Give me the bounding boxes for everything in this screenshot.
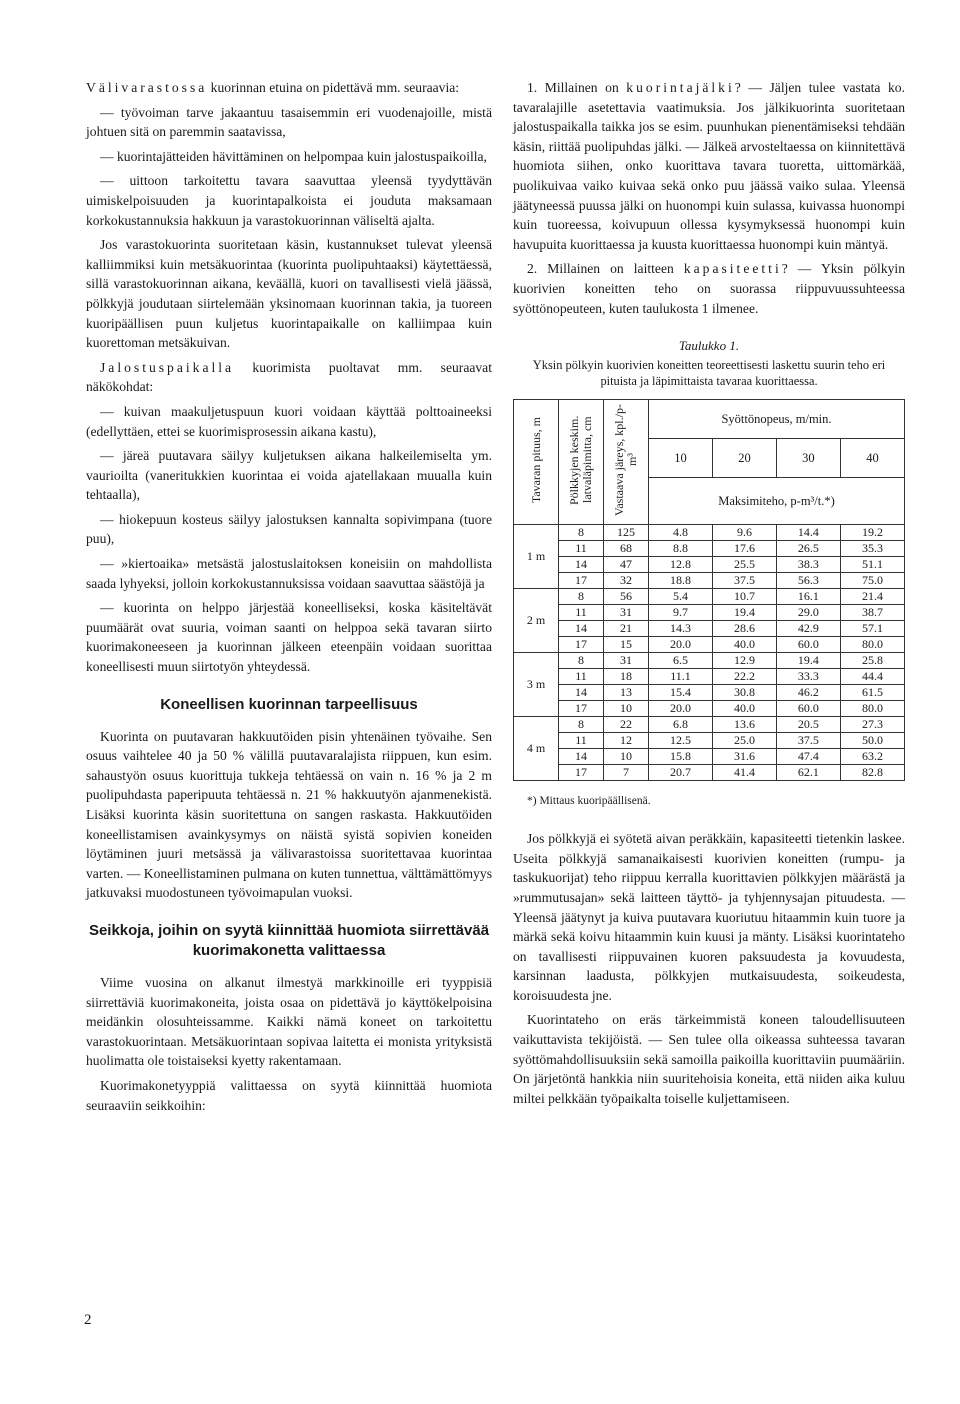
table-cell: 15.4 [649, 685, 713, 701]
heading-selection-factors: Seikkoja, joihin on syytä kiinnittää huomiota siirrettävää kuorimakonetta valittaessa [88, 921, 490, 959]
table-cell: 31.6 [712, 749, 776, 765]
table-cell: 6.8 [649, 717, 713, 733]
header-max-capacity: Maksimiteho, p-m³/t.*) [649, 478, 905, 525]
table-cell: 19.2 [840, 525, 904, 541]
table-cell: 17 [559, 573, 604, 589]
table-row [514, 765, 905, 781]
list-item: — »kiertoaika» metsästä jalostuslaitoksen koneisiin on mahdollista saada lyhyeksi, jolloin korkokustannuksissa voidaan saavuttaa säästöjä ja [86, 556, 492, 591]
table-row [514, 637, 905, 653]
table-cell: 27.3 [840, 717, 904, 733]
table-cell: 47 [604, 557, 649, 573]
table-cell: 26.5 [776, 541, 840, 557]
table-cell: 75.0 [840, 573, 904, 589]
table-cell: 31 [604, 653, 649, 669]
speed-header-cell: 30 [776, 439, 840, 478]
table-cell: 20.7 [649, 765, 713, 781]
table-cell: 25.5 [712, 557, 776, 573]
table-cell: 18 [604, 669, 649, 685]
table-cell: 6.5 [649, 653, 713, 669]
table-cell: 8 [559, 589, 604, 605]
table-cell: 12 [604, 733, 649, 749]
table-cell: 20.0 [649, 701, 713, 717]
table-cell: 19.4 [776, 653, 840, 669]
table-cell: 11 [559, 733, 604, 749]
table-cell: 17.6 [712, 541, 776, 557]
table-row [514, 733, 905, 749]
table-cell: 21 [604, 621, 649, 637]
table-cell: 61.5 [840, 685, 904, 701]
table-cell: 80.0 [840, 701, 904, 717]
table-cell: 10 [604, 701, 649, 717]
table-cell: 37.5 [776, 733, 840, 749]
table-row [514, 525, 905, 541]
table-cell: 8.8 [649, 541, 713, 557]
table-cell: 11 [559, 541, 604, 557]
table-row [514, 653, 905, 669]
table-cell: 20.0 [649, 637, 713, 653]
speed-header-cell: 10 [649, 439, 713, 478]
list-item: — kuorintajätteiden hävittäminen on helpompaa kuin jalostuspaikoilla, [100, 148, 487, 164]
col-header-size: Vastaava järeys, kpl./p-m³ [604, 400, 649, 525]
paragraph-market: Viime vuosina on alkanut ilmestyä markkinoille eri tyyppisiä siirrettäviä kuorimakoneita, joista osaa on pidettävä jo käyttökelpoisina meidänkin olosuhteissamme. Kaikki nämä koneet on tarkoitettu varastokuorintaan. Metsäkuorintaan sopivaa laitetta ei monista yrityksistä huolimatta ole toistaiseksi kyetty rakentamaan. [86, 974, 492, 1069]
group-label: 2 m [514, 589, 559, 653]
paragraph-quality: 1. Millainen on kuorintajälki? — Jäljen tulee vastata ko. tavaralajille asetettavia vaatimuksia. Jos jälkikuorinta suoritetaan jalostuspaikalla taikka jos se esim. puunhukan pienentämiseksi tehdään käsin, riittää puolipuhdas jälki. — Jälkeä arvosteltaessa on kiinnitettävä huomiota siihen, onko kuorittava tavara tuoretta, uittomärkää, puolikuivaa vaiko kuivaa sekä onko puu jäässä vaiko sulaa. Yleensä jäätyneessä puussa jälki on huonompi kuin sulassa, kuivassa huonompi kuin tuoreessa, koivupuun ollessa kysymyksessä huonompi kuin havupuita kuorittaessa ja kuusta kuorittaessa huonompi kuin mäntyä. [513, 80, 905, 252]
table-cell: 40.0 [712, 701, 776, 717]
paragraph-economy: Kuorintateho on eräs tärkeimmistä koneen taloudellisuuteen vaikuttavista tekijöistä. — Sen tulee olla oikeassa suhteessa tavaran syöttömahdollisuuksiin sekä samoilla paikoilla kuorittaviin puumääriin. On järjetöntä hankkia niin suuritehoisia koneita, että niiden aika kuluu miltei pelkkään työpaikalta toiselle kuljettamiseen. [513, 1012, 905, 1106]
table-cell: 8 [559, 653, 604, 669]
paragraph-intro: Välivarastossa kuorinnan etuina on pidettävä mm. seuraavia: [86, 80, 460, 95]
table-cell: 60.0 [776, 701, 840, 717]
table-cell: 15.8 [649, 749, 713, 765]
table-cell: 4.8 [649, 525, 713, 541]
list-item: — uittoon tarkoitettu tavara saavuttaa yleensä tyydyttävän uimiskelpoisuuden ja kuorintapalkoista ei jouduta maksamaan korkokustannuksia hakkuun ja varastokuorinnan väliseltä ajalta. [86, 173, 492, 228]
paragraph-processing: Jalostuspaikalla kuorimista puoltavat mm. seuraavat näkökohdat: [86, 359, 492, 395]
table-cell: 7 [604, 765, 649, 781]
capacity-table [513, 399, 905, 781]
right-column [513, 78, 905, 1113]
table-cell: 41.4 [712, 765, 776, 781]
table-cell: 14 [559, 621, 604, 637]
heading-mechanical-need: Koneellisen kuorinnan tarpeellisuus [160, 695, 418, 713]
table-cell: 29.0 [776, 605, 840, 621]
table-cell: 60.0 [776, 637, 840, 653]
table-cell: 22 [604, 717, 649, 733]
speed-header-cell: 20 [712, 439, 776, 478]
table-cell: 32 [604, 573, 649, 589]
table-cell: 10.7 [712, 589, 776, 605]
table-cell: 56.3 [776, 573, 840, 589]
table-row [514, 541, 905, 557]
table-row [514, 589, 905, 605]
table-cell: 15 [604, 637, 649, 653]
table-cell: 12.8 [649, 557, 713, 573]
list-item: — hiokepuun kosteus säilyy jalostuksen kannalta sopivimpana (tuore puu), [86, 511, 492, 547]
speed-header-cell: 40 [840, 439, 904, 478]
table-cell: 35.3 [840, 541, 904, 557]
table-cell: 9.7 [649, 605, 713, 621]
table-cell: 37.5 [712, 573, 776, 589]
table-cell: 63.2 [840, 749, 904, 765]
spaced-term: kapasiteetti [683, 261, 782, 277]
table-cell: 47.4 [776, 749, 840, 765]
table-cell: 12.5 [649, 733, 713, 749]
table-cell: 42.9 [776, 621, 840, 637]
table-cell: 17 [559, 701, 604, 717]
table-cell: 14 [559, 557, 604, 573]
paragraph-feed: Jos pölkkyjä ei syötetä aivan peräkkäin, kapasiteetti tietenkin laskee. Useita pölkkyjä samanaikaisesti kuorivien koneitten (rumpu- ja taskukuorijat) teho riippuu kerralla kuorittavien pölkkyjen määrästä ja »rummutusajan» sekä laitteen täyttö- ja tyhjennysajan pituudesta. — Yleensä jäätynyt ja kuiva puutavara kuoriutuu hitaammin kuin tuore ja märkä sekä koivu hitaammin kuin kuusi ja mänty. Lisäksi kuorintateho on tavallisesti riippuvainen kuoren paksuudesta ja kovuudesta, karsinnan laadusta, pölkkyjen mutkaisuudesta, soikeudesta, koroisuudesta jne. [513, 831, 905, 1003]
table-row [514, 701, 905, 717]
header-feed-speed: Syöttönopeus, m/min. [649, 400, 905, 439]
group-label: 4 m [514, 717, 559, 781]
table-row [514, 573, 905, 589]
table-footnote: *) Mittaus kuoripäällisenä. [527, 795, 651, 808]
table-cell: 11.1 [649, 669, 713, 685]
table-cell: 125 [604, 525, 649, 541]
list-item: — kuivan maakuljetuspuun kuori voidaan käyttää polttoaineeksi (edellyttäen, ettei se kuorimisprosessin aikana kastu), [86, 403, 492, 439]
table-cell: 30.8 [712, 685, 776, 701]
group-label: 3 m [514, 653, 559, 717]
table-cell: 21.4 [840, 589, 904, 605]
table-cell: 14.3 [649, 621, 713, 637]
table-cell: 38.3 [776, 557, 840, 573]
list-advantages-storage [86, 103, 492, 231]
table-cell: 25.0 [712, 733, 776, 749]
table-cell: 25.8 [840, 653, 904, 669]
spaced-term: Välivarastossa [86, 80, 208, 95]
table-cell: 38.7 [840, 605, 904, 621]
table-cell: 11 [559, 669, 604, 685]
table-cell: 46.2 [776, 685, 840, 701]
col-header-diameter: Pölkkyjen keskim. latvaläpimitta, cm [559, 400, 604, 525]
table-cell: 31 [604, 605, 649, 621]
table-row [514, 621, 905, 637]
col-header-length: Tavaran pituus, m [514, 400, 559, 525]
table-cell: 28.6 [712, 621, 776, 637]
table-caption: Taulukko 1. [678, 338, 740, 354]
table-cell: 14 [559, 749, 604, 765]
paragraph-capacity: 2. Millainen on laitteen kapasiteetti? — Yksin pölkyin kuorivien koneitten teho on suorassa riippuvuussuhteessa syöttönopeuteen, kuten taulukosta 1 ilmenee. [513, 261, 905, 316]
table-cell: 33.3 [776, 669, 840, 685]
table-row [514, 557, 905, 573]
list-item: — kuorinta on helppo järjestää koneelliseksi, koska käsiteltävät puumäärät ovat suuria, voiman saanti on helppoa sekä tavaran siirto kuorimakoneeseen ja kuorinnan jälkeen eteenpäin voidaan suorittaa koneellisesti muun siirtotyön yhteydessä. [86, 600, 492, 675]
table-cell: 19.4 [712, 605, 776, 621]
table-row [514, 669, 905, 685]
table-cell: 8 [559, 525, 604, 541]
left-column [86, 78, 492, 1120]
table-cell: 5.4 [649, 589, 713, 605]
table-row [514, 685, 905, 701]
table-cell: 57.1 [840, 621, 904, 637]
list-advantages-processing [86, 402, 492, 677]
table-row [514, 605, 905, 621]
table-cell: 17 [559, 765, 604, 781]
table-cell: 44.4 [840, 669, 904, 685]
paragraph-selection: Kuorimakonetyyppiä valittaessa on syytä kiinnittää huomiota seuraaviin seikkoihin: [86, 1077, 492, 1113]
list-item: — järeä puutavara säilyy kuljetuksen aikana halkeilemiselta ym. vaurioilta (vaneritukkien kuorintaa ei voida ajatellakaan muualla kuin tehtaalla), [86, 448, 492, 503]
page-number: 2 [84, 1312, 92, 1328]
list-item: — työvoiman tarve jakaantuu tasaisemmin eri vuodenajoille, mistä johtuen sitä on paremmin saatavissa, [86, 104, 492, 140]
table-cell: 14.4 [776, 525, 840, 541]
table-cell: 8 [559, 717, 604, 733]
spaced-term: kuorintajälki [626, 80, 735, 95]
table-cell: 13 [604, 685, 649, 701]
table-cell: 12.9 [712, 653, 776, 669]
table-row [514, 717, 905, 733]
paragraph-manual-cost: Jos varastokuorinta suoritetaan käsin, kustannukset tulevat yleensä kalliimmiksi kuin metsäkuorintaa (kuorinta puolipuhtaaksi) käytettäessä, sillä varastokuorinnan aikana, keväällä, kuori on tavallisesti vielä jäässä, pölkkyjä joudutaan siirtelemään yksinomaan kuorinnan takia, ja tuoreen kuoripäällisen puun kuljetus kuorintapaikalle on kalliimpaa kuin kuorettoman metsäkuivan. [86, 237, 492, 351]
table-cell: 50.0 [840, 733, 904, 749]
paragraph-debarking-share: Kuorinta on puutavaran hakkuutöiden pisin yhtenäinen työvaihe. Sen osuus vaihtelee 40 ja 50 % välillä puutavaralajista riippuen, kun esim. sahaustyön osuus kuorittuja tukkeja tehtäessä on vain n. 16 % ja 2 m puolipuhdasta paperipuuta tehtäessä n. 21 % hakkuutyön ajanmenekistä. Lisäksi kuorinta käsin suoritettuna on sangen raskasta. Hakkuutöiden koneellistamisen avainkysymys on näistä syistä sopivien koneiden löytäminen juuri metsässä ja välivarastoissa suoritettavaa kuorintaa varten. — Koneellistaminen pulmana on kuten tunnettua, välttämättömyys jatkuvaksi muodostuneen työvoimapulan vuoksi. [86, 728, 492, 901]
table-cell: 10 [604, 749, 649, 765]
group-label: 1 m [514, 525, 559, 589]
table-cell: 56 [604, 589, 649, 605]
table-cell: 9.6 [712, 525, 776, 541]
table-cell: 22.2 [712, 669, 776, 685]
table-cell: 40.0 [712, 637, 776, 653]
table-cell: 68 [604, 541, 649, 557]
table-cell: 51.1 [840, 557, 904, 573]
table-row [514, 749, 905, 765]
table-cell: 17 [559, 637, 604, 653]
table-cell: 13.6 [712, 717, 776, 733]
spaced-term: Jalostuspaikalla [100, 359, 235, 375]
table-cell: 80.0 [840, 637, 904, 653]
table-cell: 11 [559, 605, 604, 621]
table-cell: 16.1 [776, 589, 840, 605]
table-cell: 20.5 [776, 717, 840, 733]
table-cell: 82.8 [840, 765, 904, 781]
table-cell: 62.1 [776, 765, 840, 781]
table-cell: 18.8 [649, 573, 713, 589]
table-cell: 14 [559, 685, 604, 701]
table-description: Yksin pölkyin kuorivien koneitten teoreettisesti laskettu suurin teho eri pituista ja läpimittaista tavaraa kuorittaessa. [532, 358, 886, 389]
